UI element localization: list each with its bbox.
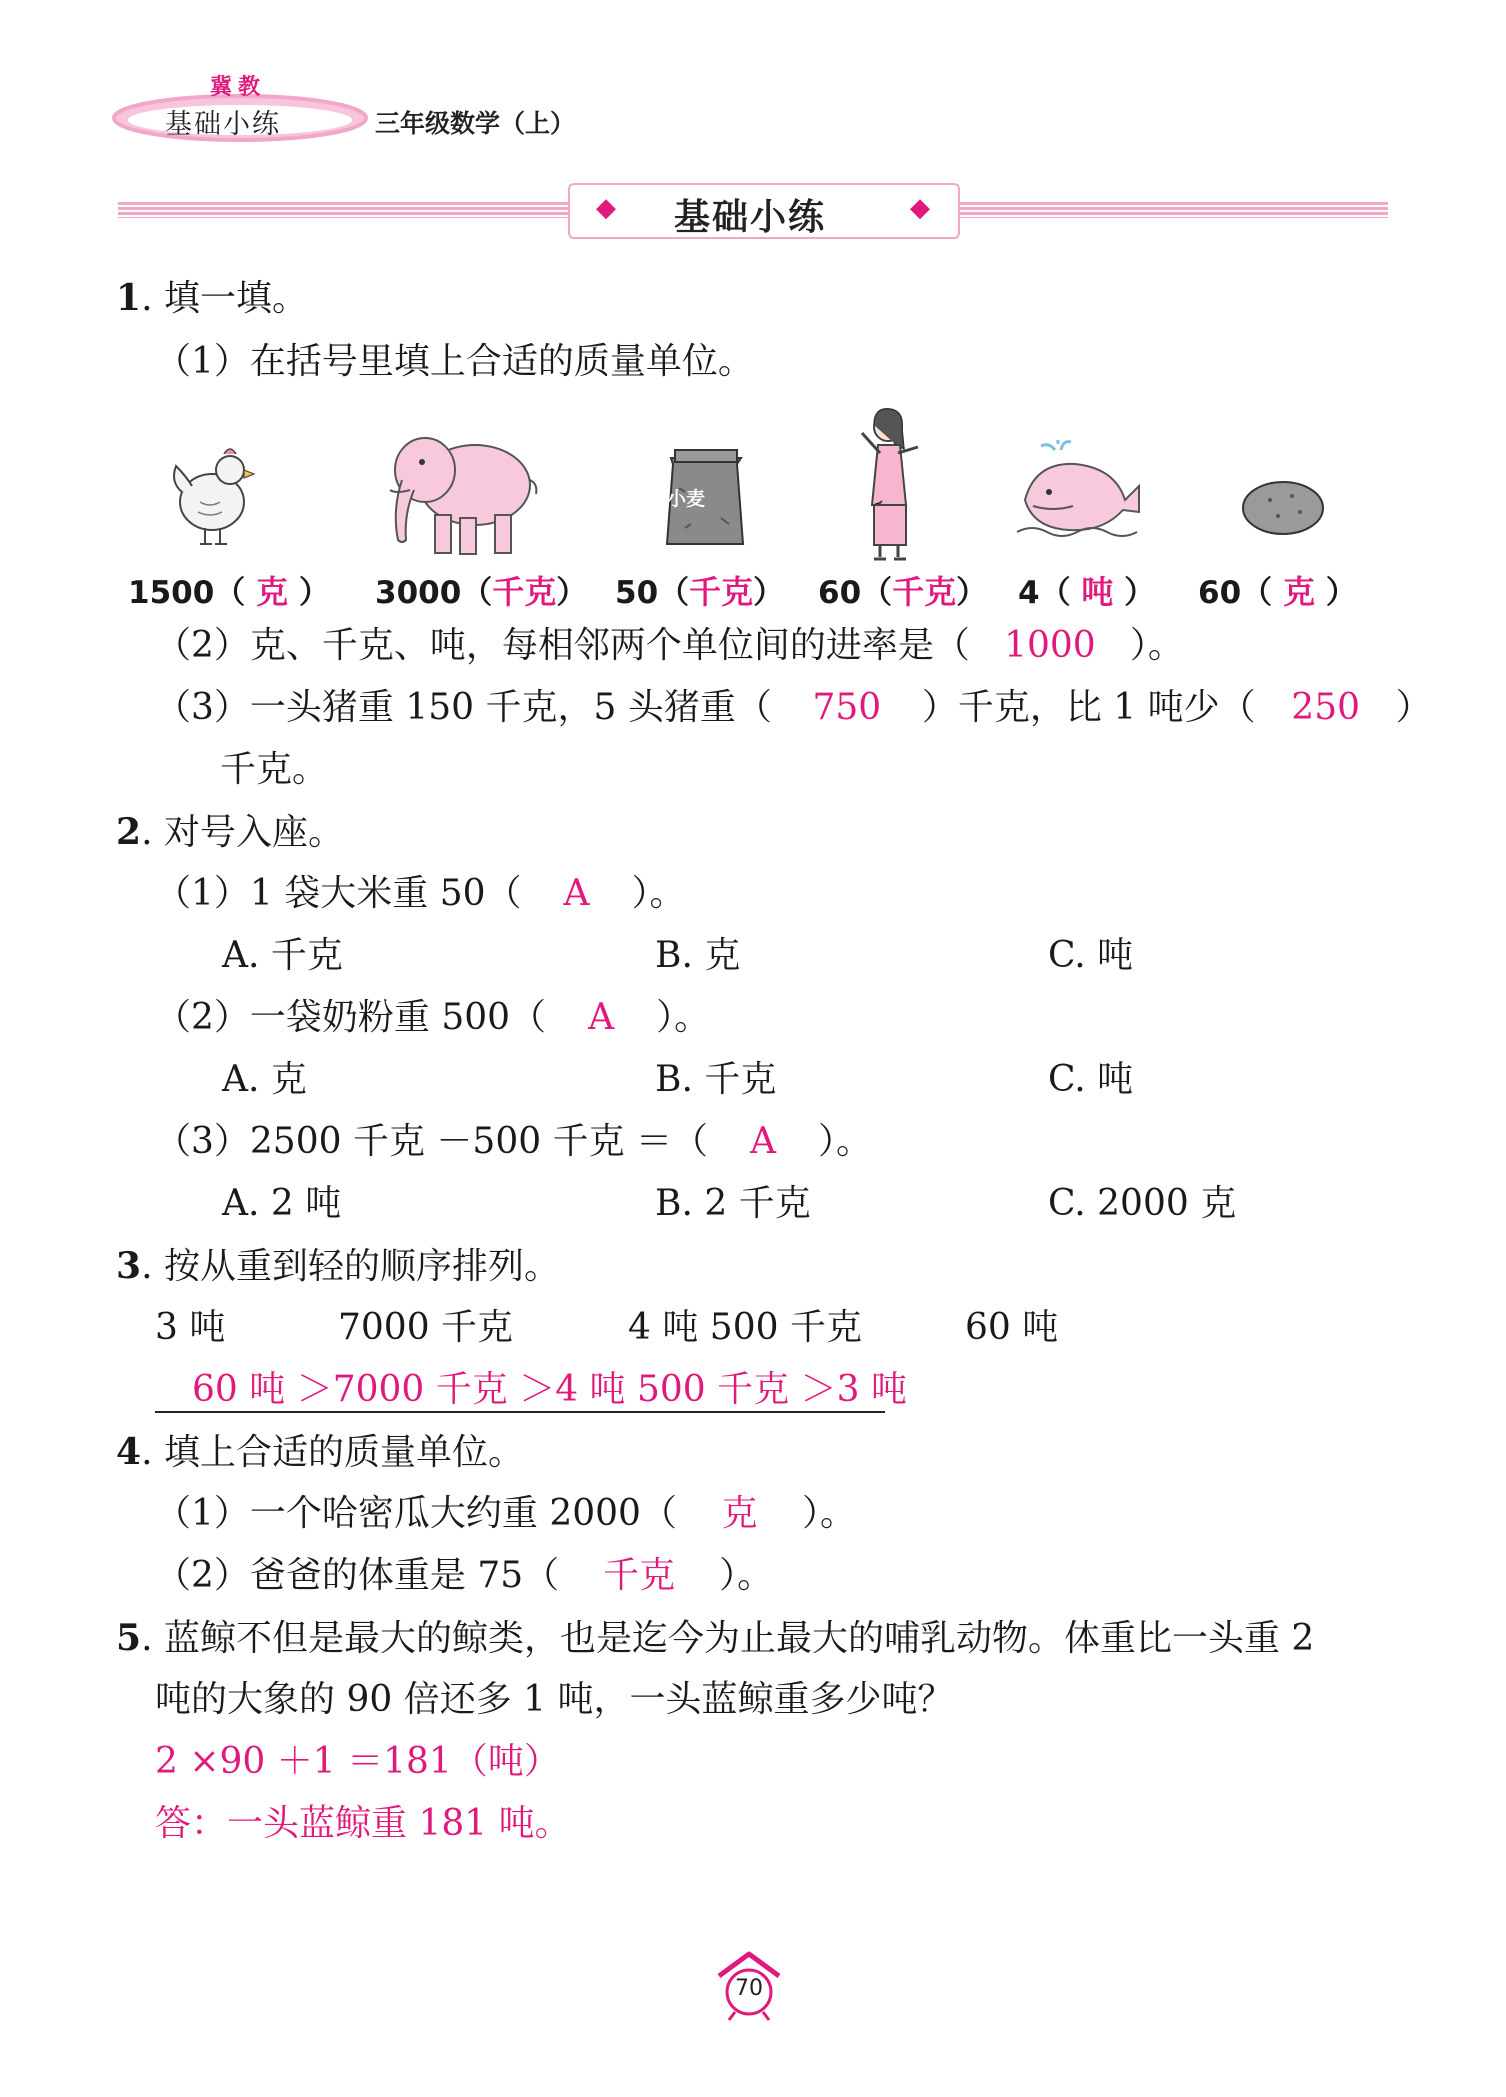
q3-item: 7000 千克 (338, 1307, 514, 1348)
potato-image (1240, 478, 1326, 538)
section-title: 基础小练 (674, 197, 827, 238)
q1-sub3-cont: 千克。 (220, 749, 329, 790)
q3-item: 4 吨 500 千克 (628, 1307, 862, 1348)
q3-answer-line (155, 1411, 885, 1413)
weight-label-chicken: 1500（ 克 ） (128, 573, 330, 611)
section-title-box (568, 183, 960, 239)
q1-sub1: （1）在括号里填上合适的质量单位。 (155, 341, 754, 382)
q2-part3-option-c: C. 2000 克 (1048, 1183, 1237, 1224)
elephant-image (380, 420, 540, 560)
diamond-right-icon: ◆ (910, 193, 930, 223)
q2-part2-option-c: C. 吨 (1048, 1059, 1134, 1100)
weight-label-wheat: 50（千克） (615, 573, 785, 611)
q2-part1: （1）1 袋大米重 50（ A ）。 (155, 873, 686, 914)
q2-part3: （3）2500 千克 －500 千克 ＝（ A ）。 (155, 1121, 873, 1162)
q5-line1: 5. 蓝鲸不但是最大的鲸类，也是迄今为止最大的哺乳动物。体重比一头重 2 (116, 1617, 1315, 1659)
q1-title: 1. 填一填。 (116, 277, 308, 319)
girl-image (858, 405, 928, 565)
q3-answer: 60 吨 ＞7000 千克 ＞4 吨 500 千克 ＞3 吨 (192, 1369, 907, 1410)
q3-item: 3 吨 (155, 1307, 226, 1348)
chicken-image (160, 432, 260, 552)
weight-label-potato: 60（ 克 ） (1198, 573, 1357, 611)
q4-title: 4. 填上合适的质量单位。 (116, 1431, 524, 1473)
wheat-label: 小麦 (667, 488, 706, 510)
q2-title: 2. 对号入座。 (116, 811, 344, 853)
q1-sub2: （2）克、千克、吨，每相邻两个单位间的进率是（ 1000 ）。 (155, 625, 1184, 666)
section-band-right (958, 202, 1388, 218)
weight-label-elephant: 3000（千克） (375, 573, 588, 611)
header-series: 基础小练 (165, 109, 281, 140)
q2-part3-option-b: B. 2 千克 (655, 1183, 811, 1224)
q3-title: 3. 按从重到轻的顺序排列。 (116, 1245, 560, 1287)
q1-sub3: （3）一头猪重 150 千克，5 头猪重（ 750 ）千克，比 1 吨少（ 250 ） (155, 687, 1432, 728)
q2-part1-option-a: A. 千克 (222, 935, 343, 976)
whale-image (1015, 440, 1145, 550)
header-publisher: 冀教 (210, 75, 267, 100)
section-band-left (118, 202, 568, 218)
weight-label-whale: 4（ 吨 ） (1018, 573, 1156, 611)
header-grade: 三年级数学（上） (375, 109, 576, 138)
q5-answer: 答：一头蓝鲸重 181 吨。 (155, 1803, 571, 1844)
q2-part2-option-b: B. 千克 (655, 1059, 777, 1100)
q5-calculation: 2 ×90 ＋1 ＝181（吨） (155, 1741, 560, 1782)
q2-part1-option-b: B. 克 (655, 935, 741, 976)
q3-item: 60 吨 (965, 1307, 1059, 1348)
weight-label-girl: 60（千克） (818, 573, 988, 611)
diamond-left-icon: ◆ (596, 193, 616, 223)
q2-part1-option-c: C. 吨 (1048, 935, 1134, 976)
header (110, 70, 710, 150)
q2-part3-option-a: A. 2 吨 (222, 1183, 342, 1224)
page-number: 70 (735, 1976, 763, 2001)
q2-part2-option-a: A. 克 (222, 1059, 307, 1100)
q2-part2: （2）一袋奶粉重 500（ A ）。 (155, 997, 711, 1038)
q4-part1: （1）一个哈密瓜大约重 2000（ 克 ）。 (155, 1493, 856, 1534)
q4-part2: （2）爸爸的体重是 75（ 千克 ）。 (155, 1555, 774, 1596)
q5-line2: 吨的大象的 90 倍还多 1 吨，一头蓝鲸重多少吨？ (155, 1679, 954, 1720)
